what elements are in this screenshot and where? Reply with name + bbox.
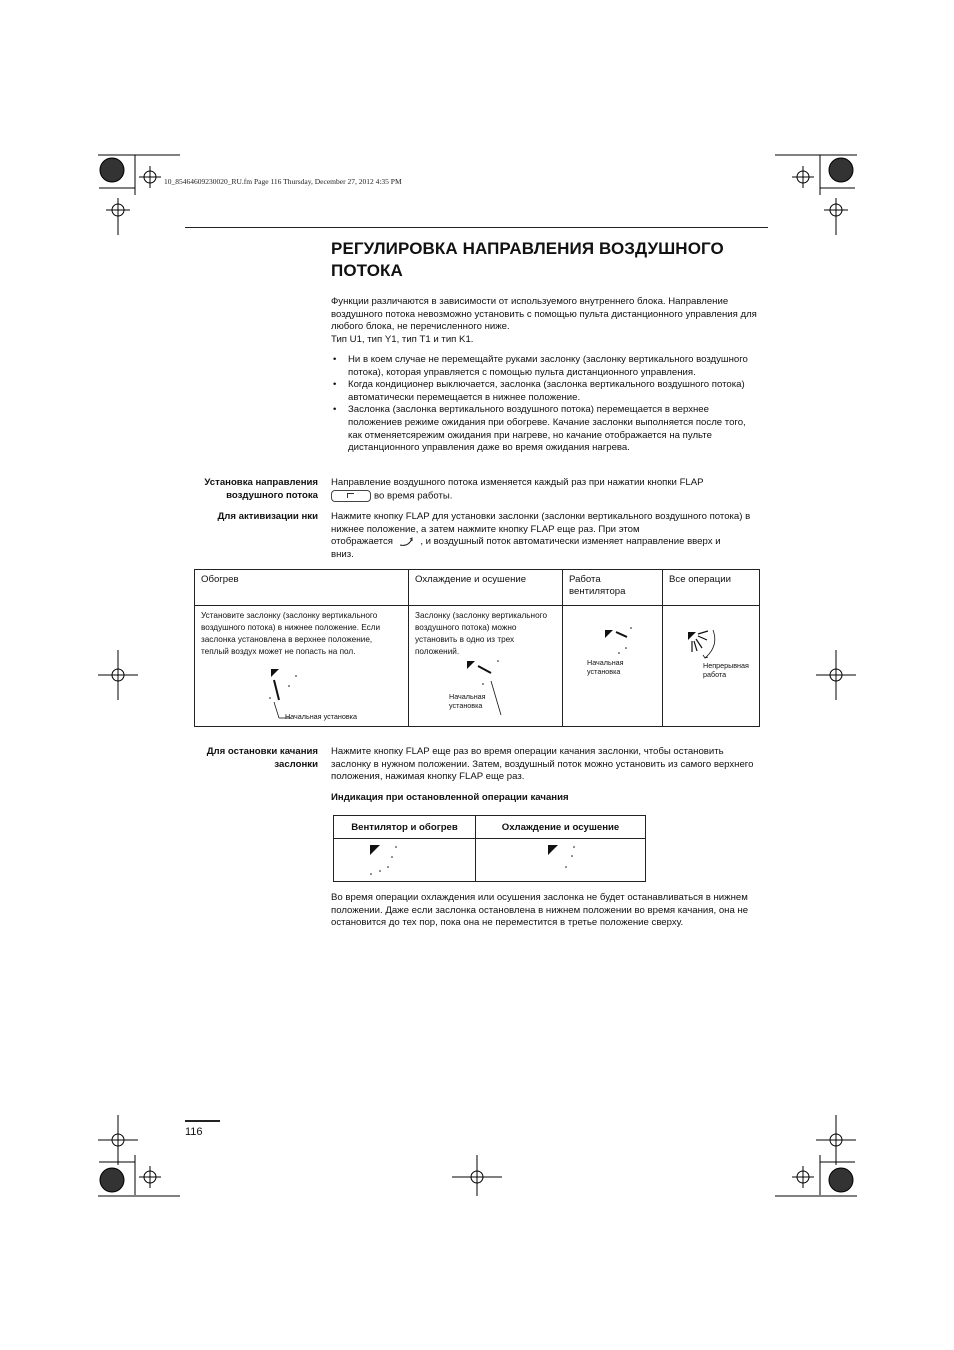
caption-cool: [449, 692, 499, 710]
flap-stopped-icon: [368, 843, 408, 879]
side-label-line: Установка направления: [204, 477, 318, 488]
table-cell-fan: [563, 606, 663, 727]
caption-heat: Начальная установка: [285, 712, 357, 721]
table-row: [334, 839, 646, 882]
table-header-cell: Охлаждение и осушение: [409, 570, 563, 606]
list-item: • Когда кондиционер выключается, заслонка (заслонка вертикального воздушного потока) автоматически перемещается в нижнее положение.: [331, 379, 761, 404]
text-line: во время работы.: [374, 490, 453, 502]
stop-text: Нажмите кнопку FLAP еще раз во время операции качания заслонки, чтобы остановить заслонку в нужном положении. Затем, воздушный поток можно установить из самого верхнего положения, нажимая кнопку FLAP еще раз.: [331, 746, 754, 783]
caption-all: [703, 661, 759, 679]
swing-icon: [398, 537, 416, 547]
table-row: [195, 606, 760, 727]
table-cell-heat: [195, 606, 409, 727]
intro-paragraph: Функции различаются в зависимости от используемого внутреннего блока. Направление воздушного потока невозможно установить с помощью пульта дистанционного управления для любого блока, не перечисленного ниже.: [331, 296, 757, 333]
table-header-row: [195, 570, 760, 606]
table-cell-all: [663, 606, 760, 727]
section-label-set-direction: [185, 477, 318, 502]
page-title: РЕГУЛИРОВКА НАПРАВЛЕНИЯ ВОЗДУШНОГО ПОТОКА: [331, 239, 724, 280]
set-direction-text: [331, 477, 761, 503]
text-span: отображается: [331, 536, 393, 548]
stopped-indication-table: [333, 815, 646, 882]
page-number: 116: [185, 1126, 203, 1138]
table-cell-cool-dry: [476, 839, 646, 882]
caption-text: Непрерывная работа: [703, 661, 749, 679]
indication-title: Индикация при остановленной операции качания: [331, 792, 569, 803]
activate-text: [331, 511, 761, 561]
list-item: • Ни в коем случае не перемещайте руками заслонку (заслонку вертикального воздушного потока), которая управляется с помощью пульта дистанционного управления.: [331, 354, 761, 379]
final-paragraph: Во время операции охлаждения или осушения заслонка не будет останавливаться в нижнем положении. Даже если заслонка остановлена в нижнем положении во время качания, она не остановится до тех пор, пока она не переместится в третье положение сверху.: [331, 892, 749, 929]
side-label-line: воздушного потока: [226, 489, 318, 501]
section-label-stop: [185, 746, 318, 771]
table-cell-cool: [409, 606, 563, 727]
flap-operations-table: [194, 569, 760, 727]
table-header-cell: Работа вентилятора: [563, 570, 663, 606]
table-cell-fan-heat: [334, 839, 476, 882]
cell-text: Установите заслонку (заслонку вертикального воздушного потока) в нижнее положение. Если заслонка установлена в верхнее положение, теплый воздух может не попасть на пол.: [201, 611, 381, 656]
list-item: • Заслонка (заслонка вертикального воздушного потока) перемещается в верхнее положениев режиме ожидания при обогреве. Качание заслонки выполняется после того, как отменяетсярежим ожидания при нагреве, но качание отображается на пульте дистанционного управления даже во время ожидания нагрева.: [331, 404, 761, 454]
unit-types: Тип U1, тип Y1, тип T1 и тип K1.: [331, 334, 474, 345]
text-line: вниз.: [331, 548, 354, 560]
warning-list: [331, 354, 761, 455]
side-label-line: Для остановки качания: [206, 746, 318, 757]
footer-rule: [185, 1120, 220, 1122]
cell-text: Заслонку (заслонку вертикального воздушного потока) можно установить в одно из трех положений.: [415, 611, 547, 656]
section-label-activate: Для активизации нки: [217, 511, 318, 522]
text-span: Нажмите кнопку FLAP для установки заслонки (заслонки вертикального воздушного потока) в нижнее положение, а затем нажмите кнопку FLAP еще раз. При этом: [331, 511, 751, 535]
table-header-row: [334, 816, 646, 839]
table-header-cell: Обогрев: [195, 570, 409, 606]
flap-stopped-icon: [546, 843, 586, 879]
text-line: Направление воздушного потока изменяется каждый раз при нажатии кнопки FLAP: [331, 477, 704, 488]
side-label-line: заслонки: [274, 758, 318, 770]
table-header-cell: Вентилятор и обогрев: [334, 816, 476, 839]
caption-text: Начальная установка: [449, 692, 486, 710]
caption-text: Начальная установка: [587, 658, 624, 676]
table-header-cell: Охлаждение и осушение: [476, 816, 646, 839]
table-header-cell: Все операции: [663, 570, 760, 606]
header-rule: [185, 227, 768, 228]
caption-fan: [587, 658, 637, 676]
file-info: 10_85464609230020_RU.fm Page 116 Thursday, December 27, 2012 4:35 PM: [164, 177, 402, 186]
flap-button-icon: [331, 490, 371, 502]
text-span: , и воздушный поток автоматически изменяет направление вверх и: [420, 536, 721, 548]
